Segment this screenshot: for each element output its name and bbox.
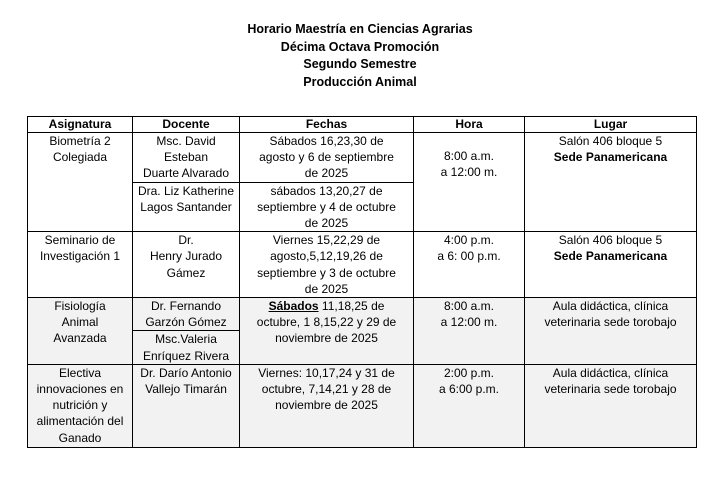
asignatura-cell: Fisiología Animal Avanzada xyxy=(28,298,133,365)
lugar-cell: Aula didáctica, clínica veterinaria sede torobajo xyxy=(525,298,697,365)
header-title: Horario Maestría en Ciencias Agrarias xyxy=(247,22,473,36)
docente-cell: Msc.Valeria Enríquez Rivera xyxy=(133,331,240,364)
header-program: Producción Animal xyxy=(303,74,417,89)
table-row xyxy=(28,364,697,447)
fechas-cell: Viernes 15,22,29 de agosto,5,12,19,26 de septiembre y 3 de octubre de 2025 xyxy=(240,232,414,298)
fechas-cell: Sábados 11,18,25 de octubre, 1 8,15,22 y 29 de noviembre de 2025 xyxy=(240,298,414,365)
column-header-lugar: Lugar xyxy=(525,117,697,133)
table-row xyxy=(28,133,697,183)
docente-cell: Dr. Henry Jurado Gámez xyxy=(133,232,240,298)
hora-cell: 8:00 a.m. a 12:00 m. xyxy=(414,298,525,365)
column-header-docente: Docente xyxy=(133,117,240,133)
docente-cell: Msc. David Esteban Duarte Alvarado xyxy=(133,133,240,183)
table-header-row xyxy=(28,117,697,133)
asignatura-cell: Biometría 2 Colegiada xyxy=(28,133,133,232)
header-promotion: Décima Octava Promoción xyxy=(280,39,440,54)
column-header-fechas: Fechas xyxy=(240,117,414,133)
lugar-cell: Salón 406 bloque 5 Sede Panamericana xyxy=(525,133,697,232)
docente-cell: Dr. Darío Antonio Vallejo Timarán xyxy=(133,364,240,447)
lugar-cell: Salón 406 bloque 5 Sede Panamericana xyxy=(525,232,697,298)
column-header-hora: Hora xyxy=(414,117,525,133)
hora-cell: 4:00 p.m. a 6: 00 p.m. xyxy=(414,232,525,298)
hora-cell: 2:00 p.m. a 6:00 p.m. xyxy=(414,364,525,447)
column-header-asignatura: Asignatura xyxy=(28,117,133,133)
asignatura-cell: Seminario de Investigación 1 xyxy=(28,232,133,298)
lugar-cell: Aula didáctica, clínica veterinaria sede torobajo xyxy=(525,364,697,447)
asignatura-cell: Electiva innovaciones en nutrición y alimentación del Ganado xyxy=(28,364,133,447)
fechas-cell: sábados 13,20,27 de septiembre y 4 de octubre de 2025 xyxy=(240,182,414,232)
schedule-table xyxy=(27,116,697,448)
fechas-cell: Sábados 16,23,30 de agosto y 6 de septiembre de 2025 xyxy=(240,133,414,183)
hora-cell: 8:00 a.m. a 12:00 m. xyxy=(414,133,525,232)
table-row xyxy=(28,298,697,331)
docente-cell: Dr. Fernando Garzón Gómez xyxy=(133,298,240,331)
fechas-cell: Viernes: 10,17,24 y 31 de octubre, 7,14,21 y 28 de noviembre de 2025 xyxy=(240,364,414,447)
docente-cell: Dra. Liz Katherine Lagos Santander xyxy=(133,182,240,232)
document-header xyxy=(0,21,720,91)
table-row xyxy=(28,232,697,298)
header-semester: Segundo Semestre xyxy=(303,57,417,71)
